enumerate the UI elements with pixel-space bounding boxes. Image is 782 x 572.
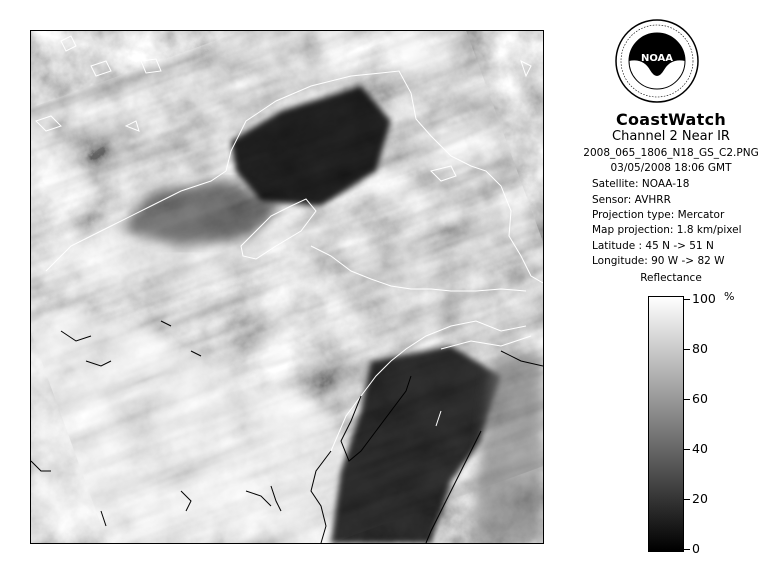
longitude-label: Longitude: 90 W -> 82 W (592, 255, 725, 267)
info-panel (566, 12, 776, 567)
colorbar-tick-label: 80 (692, 341, 708, 356)
colorbar-tick-label: 60 (692, 391, 708, 406)
filename-label: 2008_065_1806_N18_GS_C2.PNG (583, 147, 759, 159)
colorbar-tick-label: 100 (692, 291, 716, 306)
satellite-label: Satellite: NOAA-18 (592, 178, 690, 190)
sensor-label: Sensor: AVHRR (592, 194, 671, 206)
colorbar-tick-label: 20 (692, 491, 708, 506)
satellite-image (30, 30, 544, 544)
datetime-label: 03/05/2008 18:06 GMT (610, 162, 732, 174)
svg-text:NOAA: NOAA (640, 53, 674, 64)
map-projection-label: Map projection: 1.8 km/pixel (592, 224, 742, 236)
colorbar-tick-label: 0 (692, 541, 700, 556)
colorbar-tick (684, 449, 690, 450)
reflectance-colorbar (648, 296, 684, 552)
colorbar-tick (684, 399, 690, 400)
noaa-logo (614, 18, 700, 104)
colorbar-tick-label: 40 (692, 441, 708, 456)
colorbar-tick (684, 299, 690, 300)
colorbar-tick (684, 349, 690, 350)
channel-label: Channel 2 Near IR (612, 129, 730, 144)
projection-type-label: Projection type: Mercator (592, 209, 725, 221)
satellite-image-drawing (31, 31, 543, 543)
latitude-label: Latitude : 45 N -> 51 N (592, 240, 714, 252)
noaa-emblem-icon (614, 18, 700, 104)
coastwatch-title: CoastWatch (615, 110, 727, 129)
colorbar-unit: % (724, 290, 735, 303)
colorbar-tick (684, 549, 690, 550)
colorbar-title: Reflectance (640, 272, 702, 284)
colorbar-tick (684, 499, 690, 500)
